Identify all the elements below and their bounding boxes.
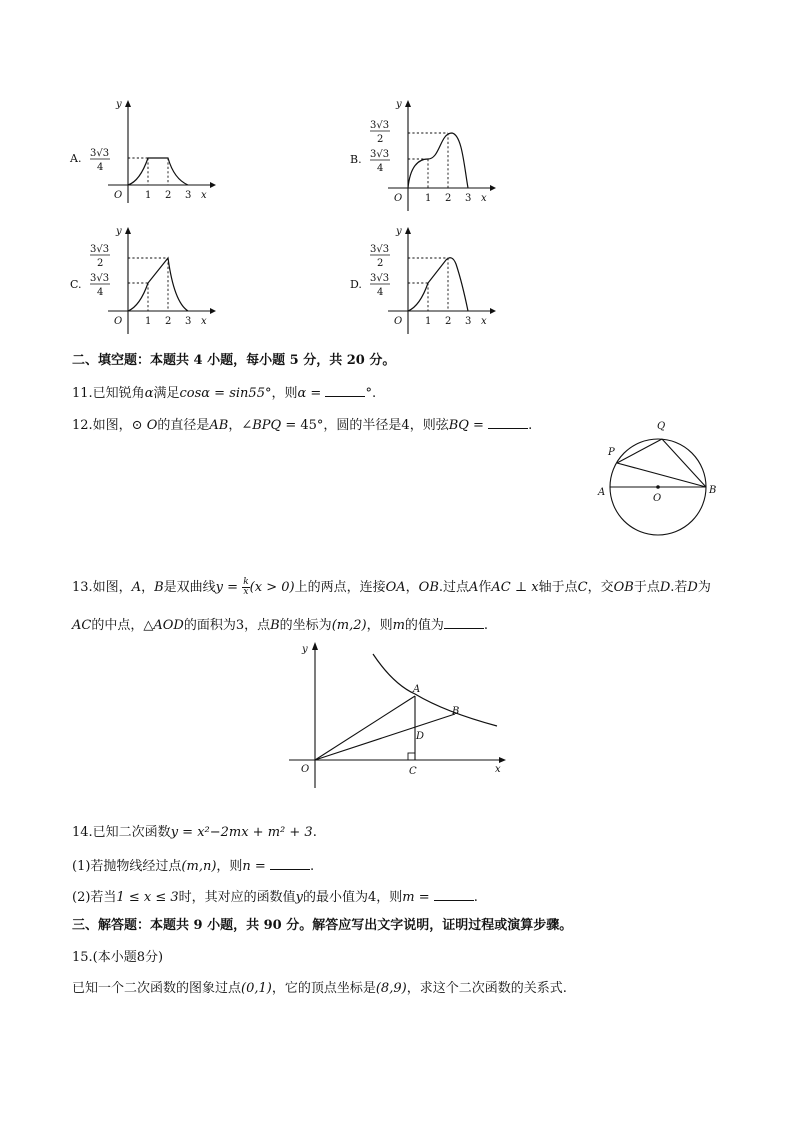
- option-label-c: C.: [70, 278, 82, 291]
- tick-3: 3: [185, 316, 192, 327]
- tick-3: 3: [465, 316, 472, 327]
- center-dot: [656, 485, 660, 489]
- label-q: Q: [657, 421, 666, 432]
- y-axis-arrow-icon: [125, 227, 131, 234]
- graph-option-a: [68, 95, 218, 207]
- y-axis-arrow-icon: [405, 227, 411, 234]
- segment-ob: [315, 714, 455, 760]
- origin-label: O: [394, 193, 403, 204]
- label-o: O: [653, 493, 662, 504]
- x-label: x: [481, 316, 487, 327]
- tick-2: 2: [165, 316, 172, 327]
- frac-bot-num: 3√3: [370, 149, 390, 160]
- x-axis-arrow-icon: [490, 185, 496, 191]
- frac-top-den: 2: [97, 258, 104, 269]
- question-13-line-1: 13.如图，A，B是双曲线y = $\frac{k}{x}$ (x > 0)上的两点，连接OA，OB.过点A作AC ⊥ x轴于点C，交OB于点D.若D为: [72, 577, 711, 597]
- frac-num: 3√3: [90, 148, 110, 159]
- y-label: y: [396, 226, 402, 237]
- graph-option-c: [68, 222, 218, 340]
- question-14-stem: 14.已知二次函数y = x²−2mx + m² + 3.: [72, 825, 317, 840]
- question-13-line-2: AC的中点，△AOD的面积为3，点B的坐标为(m,2)，则m的值为 .: [72, 615, 488, 635]
- x-axis-arrow-icon: [210, 308, 216, 314]
- y-label: y: [396, 99, 402, 110]
- label-d: D: [416, 731, 425, 742]
- question-15-title: 15.(本小题8分): [72, 950, 164, 965]
- frac-bot-den: 4: [377, 163, 384, 174]
- question-15-body: 已知一个二次函数的图象过点(0,1)，它的顶点坐标是(8,9)，求这个二次函数的关系式.: [72, 981, 567, 996]
- answer-blank-14-1[interactable]: [270, 856, 310, 870]
- question-11: 11.已知锐角α满足cosα = sin55°，则α = °.: [72, 383, 376, 403]
- label-p: P: [608, 447, 615, 458]
- frac-bot-num: 3√3: [90, 273, 110, 284]
- origin-label: O: [394, 316, 403, 327]
- tick-1: 1: [425, 316, 432, 327]
- label-a: A: [598, 487, 606, 498]
- tick-3: 3: [185, 190, 192, 201]
- origin-label: O: [114, 316, 123, 327]
- label-a: A: [413, 684, 421, 695]
- label-b: B: [452, 706, 460, 717]
- graph-option-d: [348, 222, 498, 340]
- x-label: x: [201, 190, 207, 201]
- label-b: B: [709, 485, 717, 496]
- x-label: x: [481, 193, 487, 204]
- tick-2: 2: [445, 316, 452, 327]
- tick-1: 1: [145, 190, 152, 201]
- frac-bot-den: 4: [97, 287, 104, 298]
- function-curve: [128, 258, 188, 311]
- question-14-part-1: (1)若抛物线经过点(m,n)，则n = .: [72, 856, 314, 876]
- answer-blank-13[interactable]: [444, 615, 484, 629]
- origin-label: O: [301, 764, 310, 775]
- frac-top-num: 3√3: [370, 244, 390, 255]
- y-axis-arrow-icon: [312, 642, 318, 650]
- x-axis-arrow-icon: [490, 308, 496, 314]
- q13-hyperbola-figure: [285, 636, 515, 796]
- frac-den: 4: [97, 162, 104, 173]
- question-14-part-2: (2)若当1 ≤ x ≤ 3时，其对应的函数值y的最小值为4，则m = .: [72, 887, 478, 907]
- function-curve: [408, 258, 468, 311]
- answer-blank-11[interactable]: [325, 383, 365, 397]
- origin-label: O: [114, 190, 123, 201]
- option-label-b: B.: [350, 153, 362, 166]
- x-label: x: [201, 316, 207, 327]
- question-12: 12.如图，⊙ O的直径是AB，∠BPQ = 45°，圆的半径是4，则弦BQ = .: [72, 415, 532, 435]
- option-label-d: D.: [350, 278, 362, 291]
- segment-pb: [617, 463, 706, 487]
- x-axis-arrow-icon: [499, 757, 506, 763]
- segment-oa: [315, 696, 415, 760]
- function-curve: [408, 133, 468, 188]
- hyperbola-curve: [373, 654, 497, 726]
- tick-3: 3: [465, 193, 472, 204]
- label-c: C: [409, 766, 417, 777]
- frac-bot-num: 3√3: [370, 273, 390, 284]
- section-3-heading: 三、解答题：本题共 9 小题，共 90 分。解答应写出文字说明，证明过程或演算步骤。: [72, 918, 573, 933]
- section-2-heading: 二、填空题：本题共 4 小题，每小题 5 分，共 20 分。: [72, 353, 396, 368]
- y-label: y: [302, 644, 308, 655]
- tick-2: 2: [445, 193, 452, 204]
- answer-blank-14-2[interactable]: [434, 887, 474, 901]
- frac-bot-den: 4: [377, 287, 384, 298]
- fraction-k-over-x: $\frac{k}{x}$: [243, 577, 249, 597]
- right-angle-mark: [408, 753, 415, 760]
- function-curve: [128, 158, 188, 185]
- x-axis-arrow-icon: [210, 182, 216, 188]
- graph-option-b: [348, 95, 498, 217]
- tick-2: 2: [165, 190, 172, 201]
- frac-top-num: 3√3: [90, 244, 110, 255]
- frac-top-num: 3√3: [370, 120, 390, 131]
- frac-top-den: 2: [377, 134, 384, 145]
- frac-top-den: 2: [377, 258, 384, 269]
- y-label: y: [116, 99, 122, 110]
- y-axis-arrow-icon: [405, 100, 411, 107]
- q12-circle-figure: [590, 413, 726, 543]
- y-axis-arrow-icon: [125, 100, 131, 107]
- answer-blank-12[interactable]: [488, 415, 528, 429]
- option-label-a: A.: [70, 152, 82, 165]
- tick-1: 1: [145, 316, 152, 327]
- tick-1: 1: [425, 193, 432, 204]
- x-label: x: [495, 764, 501, 775]
- y-label: y: [116, 226, 122, 237]
